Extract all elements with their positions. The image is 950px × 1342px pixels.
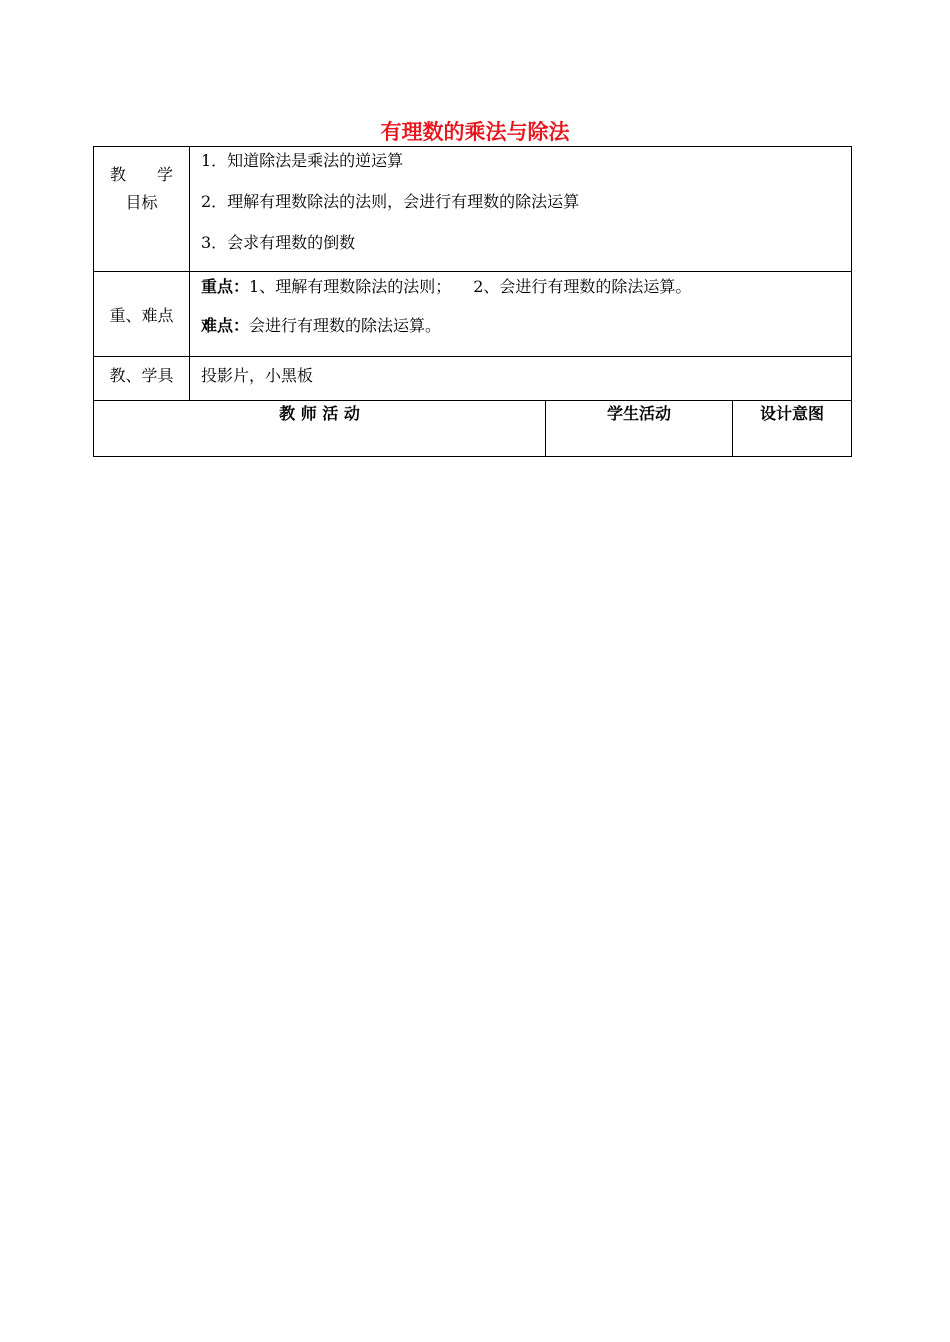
document-title: 有理数的乘法与除法 bbox=[380, 120, 570, 144]
objectives-label-part3: 目标 bbox=[125, 193, 158, 212]
difficult-point-label: 难点： bbox=[201, 316, 250, 335]
key-point-text-2: 2、会进行有理数的除法运算。 bbox=[473, 277, 692, 296]
objective-item: 2．理解有理数除法的法则，会进行有理数的除法运算 bbox=[201, 192, 580, 211]
tools-label: 教、学具 bbox=[94, 357, 190, 401]
design-intent-header: 设计意图 bbox=[733, 401, 852, 457]
teacher-activity-header: 教 师 活 动 bbox=[94, 401, 546, 457]
tools-content: 投影片，小黑板 bbox=[190, 357, 852, 401]
objective-item: 1．知道除法是乘法的逆运算 bbox=[201, 151, 404, 170]
objectives-label-part2: 学 bbox=[156, 165, 173, 184]
key-point-label: 重点： bbox=[201, 277, 250, 296]
objectives-row bbox=[94, 147, 852, 272]
student-activity-header: 学生活动 bbox=[546, 401, 733, 457]
key-points-label: 重、难点 bbox=[94, 272, 190, 357]
objectives-label bbox=[94, 147, 190, 272]
lesson-plan-table bbox=[93, 146, 852, 457]
key-points-content bbox=[190, 272, 852, 357]
difficult-point-text: 会进行有理数的除法运算。 bbox=[249, 316, 442, 335]
objectives-label-part1: 教 bbox=[110, 165, 127, 184]
tools-row bbox=[94, 357, 852, 401]
key-point-text-1: 1、理解有理数除法的法则； bbox=[249, 277, 452, 296]
activity-header-row bbox=[94, 401, 852, 457]
key-points-row bbox=[94, 272, 852, 357]
objective-item: 3．会求有理数的倒数 bbox=[201, 233, 356, 252]
objectives-content bbox=[190, 147, 852, 272]
